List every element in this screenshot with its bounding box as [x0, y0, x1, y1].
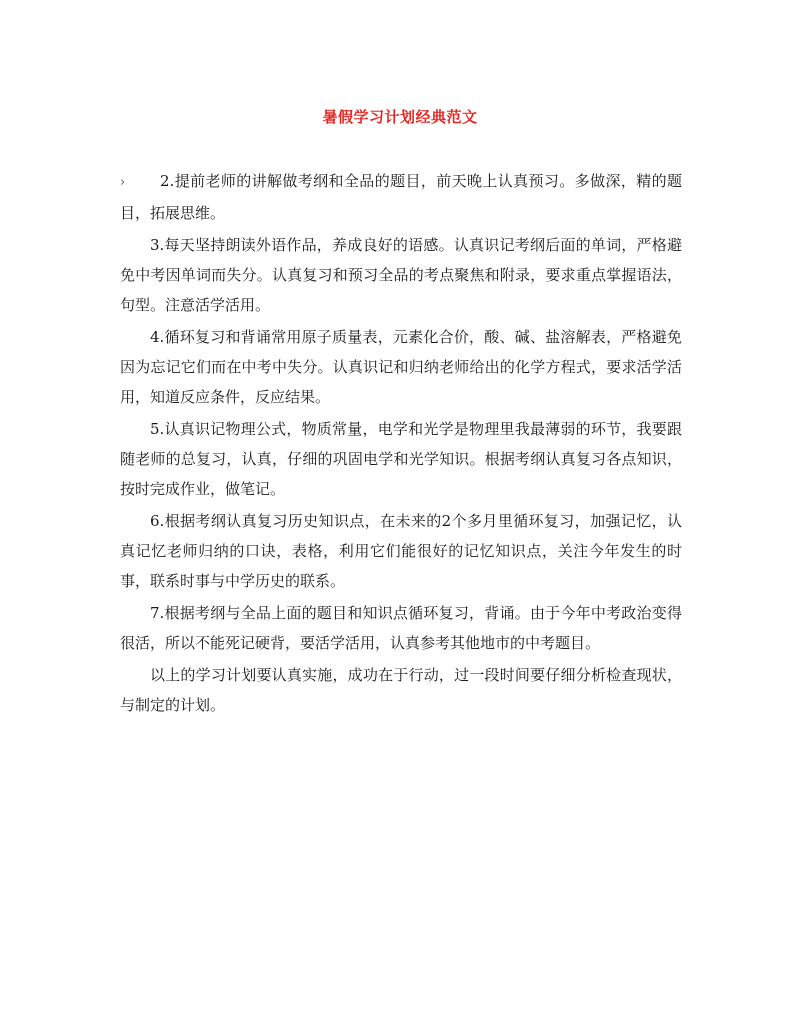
paragraph-item-3: 3.每天坚持朗读外语作品，养成良好的语感。认真识记考纲后面的单词，严格避免中考因单词而失分。认真复习和预习全品的考点聚焦和附录，要求重点掌握语法，句型。注意活学活用。 — [120, 236, 682, 314]
paragraph-item-2 — [120, 166, 682, 228]
document-title: 暑假学习计划经典范文 — [322, 108, 478, 126]
paragraph-item-5: 5.认真识记物理公式，物质常量，电学和光学是物理里我最薄弱的环节，我要跟随老师的总复习，认真，仔细的巩固电学和光学知识。根据考纲认真复习各点知识，按时完成作业，做笔记。 — [120, 420, 682, 498]
paragraph-item-6: 6.根据考纲认真复习历史知识点，在未来的2个多月里循环复习，加强记忆，认真记忆老师归纳的口诀，表格，利用它们能很好的记忆知识点，关注今年发生的时事，联系时事与中学历史的联系。 — [120, 512, 682, 590]
paragraph-text: 2.提前老师的讲解做考纲和全品的题目，前天晚上认真预习。多做深，精的题目，拓展思维。 — [120, 172, 682, 222]
document-body — [120, 166, 682, 722]
paragraph-item-7: 7.根据考纲与全品上面的题目和知识点循环复习，背诵。由于今年中考政治变得很活，所以不能死记硬背，要活学活用，认真参考其他地市的中考题目。 — [120, 604, 682, 652]
paragraph-conclusion: 以上的学习计划要认真实施，成功在于行动，过一段时间要仔细分析检查现状，与制定的计划。 — [120, 666, 682, 714]
paragraph-item-4: 4.循环复习和背诵常用原子质量表，元素化合价，酸、碱、盐溶解表，严格避免因为忘记它们而在中考中失分。认真识记和归纳老师给出的化学方程式，要求活学活用，知道反应条件，反应结果。 — [120, 328, 682, 406]
bullet-marker-icon: › — [120, 175, 126, 190]
